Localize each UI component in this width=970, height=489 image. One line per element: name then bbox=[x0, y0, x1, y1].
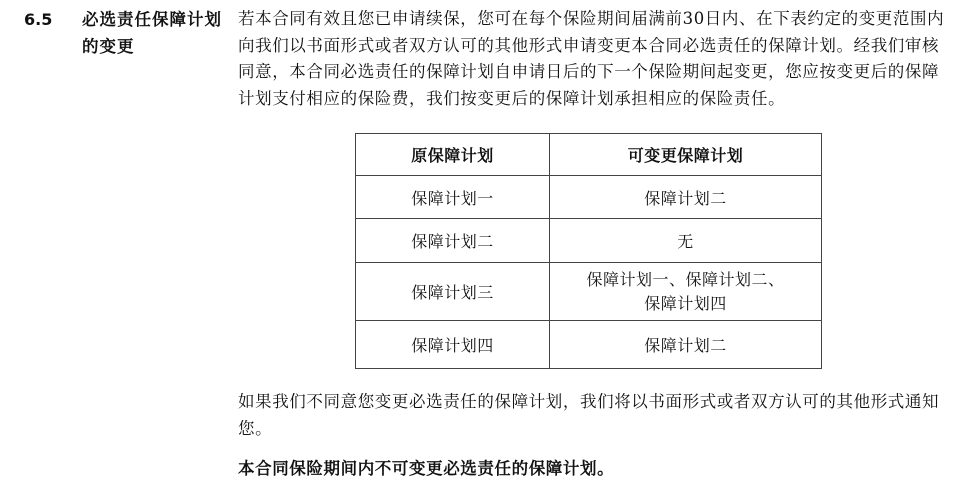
final-statement: 本合同保险期间内不可变更必选责任的保障计划。 bbox=[238, 459, 615, 478]
table-row bbox=[356, 263, 822, 321]
changeable-plan-line: 保障计划四 bbox=[644, 293, 727, 313]
changeable-plan-cell bbox=[550, 263, 822, 321]
table-header-row bbox=[356, 134, 822, 176]
section-number: 6.5 bbox=[24, 10, 53, 29]
changeable-plan-cell: 无 bbox=[550, 219, 822, 263]
changeable-plan-cell: 保障计划二 bbox=[550, 176, 822, 219]
original-plan-cell: 保障计划四 bbox=[356, 321, 550, 369]
table-row bbox=[356, 219, 822, 263]
rejection-note-paragraph: 如果我们不同意您变更必选责任的保障计划，我们将以书面形式或者双方认可的其他形式通知您。 bbox=[238, 392, 940, 438]
table-row bbox=[356, 176, 822, 219]
section-title: 必选责任保障计划的变更 bbox=[82, 10, 222, 56]
plan-change-table bbox=[355, 133, 822, 369]
original-plan-cell: 保障计划三 bbox=[356, 263, 550, 321]
changeable-plan-line: 保障计划一、保障计划二、 bbox=[586, 269, 785, 289]
header-changeable-plan: 可变更保障计划 bbox=[550, 134, 822, 176]
changeable-plan-cell: 保障计划二 bbox=[550, 321, 822, 369]
table-row bbox=[356, 321, 822, 369]
header-original-plan: 原保障计划 bbox=[356, 134, 550, 176]
original-plan-cell: 保障计划一 bbox=[356, 176, 550, 219]
section-body-paragraph: 若本合同有效且您已申请续保，您可在每个保险期间届满前30日内、在下表约定的变更范围内向我们以书面形式或者双方认可的其他形式申请变更本合同必选责任的保障计划。经我们审核同意，本合同必选责任的保障计划自申请日后的下一个保险期间起变更，您应按变更后的保障计划支付相应的保险费，我们按变更后的保障计划承担相应的保险责任。 bbox=[238, 9, 945, 108]
original-plan-cell: 保障计划二 bbox=[356, 219, 550, 263]
